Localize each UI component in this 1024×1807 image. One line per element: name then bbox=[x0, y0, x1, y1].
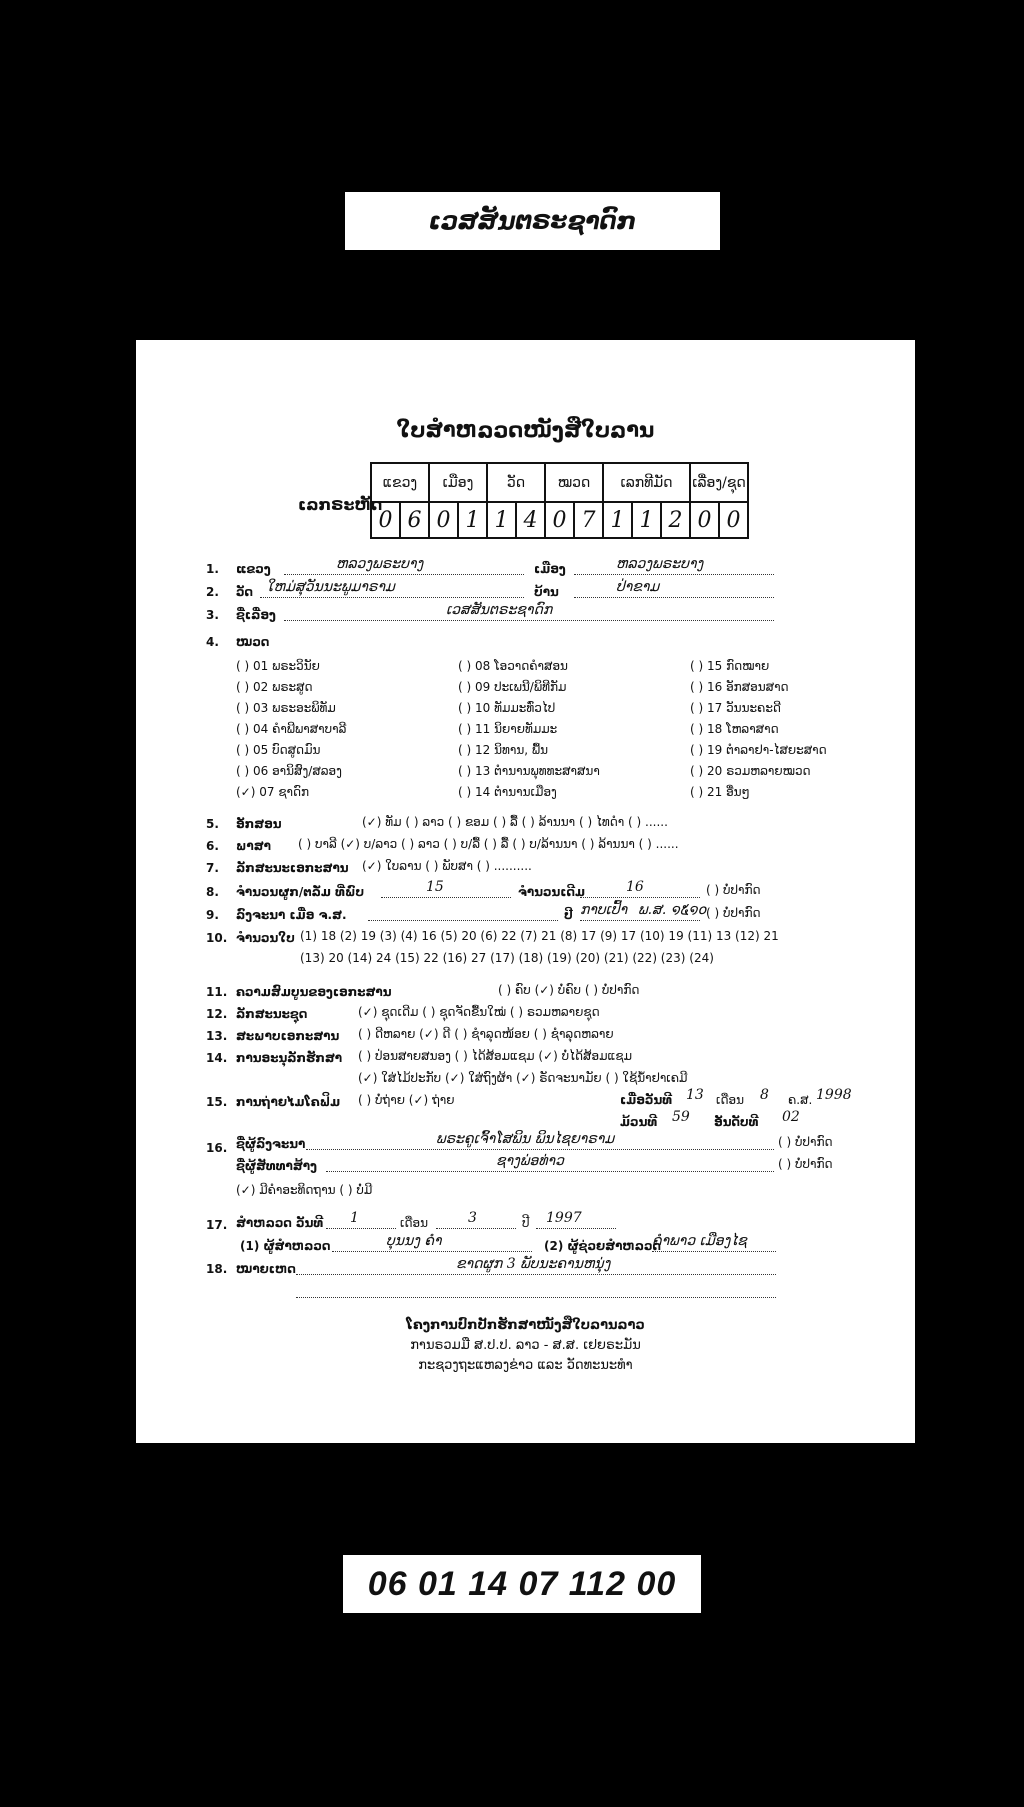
sponsor-label: ຊື່ຜູ້ສັທທາສ້າງ bbox=[236, 1159, 317, 1173]
inscription-not-shown-option[interactable]: ( ) ບໍ່ປາກົດ bbox=[706, 906, 761, 920]
row-number: 3. bbox=[206, 608, 219, 622]
survey-date-label: ສຳຫລວດ ວັນທີ bbox=[236, 1216, 324, 1230]
row-number: 17. bbox=[206, 1218, 228, 1232]
leaf-count-label: ຈຳນວນໃບ bbox=[236, 931, 295, 945]
category-option[interactable]: (✓) 07 ຊາດົກ bbox=[236, 785, 310, 799]
scribe-value: ພຣະຄູເຈົ້າໂສພິນ ພິນໄຊຍາຣາມ bbox=[436, 1131, 615, 1147]
category-column-3 bbox=[690, 656, 890, 803]
script-label: ອັກສອນ bbox=[236, 817, 282, 831]
scribe-not-shown-option[interactable]: ( ) ບໍ່ປາກົດ bbox=[778, 1135, 833, 1149]
category-option[interactable]: ( ) 06 ອານິສົງ/ສລອງ bbox=[236, 764, 342, 778]
category-option[interactable]: ( ) 08 ໂອວາດຄຳສອນ bbox=[458, 659, 568, 673]
row-number: 10. bbox=[206, 931, 228, 945]
condition-options[interactable]: ( ) ດີຫລາຍ (✓) ດີ ( ) ຊຳລຸດໜ້ອຍ ( ) ຊຳລຸດຫລາຍ bbox=[358, 1027, 614, 1041]
survey-year-label: ປີ bbox=[522, 1216, 530, 1230]
top-title-label: ເວສສັນຕຣະຊາດົກ bbox=[345, 192, 720, 250]
code-header: ວັດ bbox=[487, 463, 545, 502]
district-label: ເມືອງ bbox=[534, 562, 566, 576]
microfilm-month-label: ເດືອນ bbox=[716, 1093, 745, 1107]
microfilm-label: ການຖ່າຍໄມໂຄຟິມ bbox=[236, 1095, 341, 1109]
category-option[interactable]: ( ) 15 ກົດໝາຍ bbox=[690, 659, 770, 673]
code-digit: 1 bbox=[487, 502, 516, 538]
microfilm-month-value: 8 bbox=[760, 1087, 769, 1103]
row-number: 14. bbox=[206, 1051, 228, 1065]
assistant-value: ຄຳພາວ ເມືອງໄຊ bbox=[652, 1233, 747, 1249]
category-option[interactable]: ( ) 20 ຣວມຫລາຍໝວດ bbox=[690, 764, 811, 778]
buddhist-era-value: ພ.ສ. ໑໕໑໐ bbox=[638, 902, 707, 918]
footer-line-2: ການຣວມມື ສ.ປ.ປ. ລາວ - ສ.ສ. ເຢຍຣະມັນ bbox=[410, 1338, 641, 1353]
microfilm-year-value: 1998 bbox=[816, 1087, 852, 1103]
footer-line-3: ກະຊວງຖະແຫລງຂ່າວ ແລະ ວັດທະນະທຳ bbox=[418, 1358, 633, 1373]
code-table bbox=[370, 462, 749, 539]
temple-label: ວັດ bbox=[236, 585, 254, 599]
row-number: 5. bbox=[206, 817, 219, 831]
title-label: ຊື່ເລື່ອງ bbox=[236, 608, 276, 622]
reel-label: ມ້ວນທີ bbox=[620, 1115, 658, 1129]
title-value: ເວສສັນຕຣະຊາດົກ bbox=[446, 602, 553, 618]
set-type-label: ລັກສະນະຊຸດ bbox=[236, 1007, 308, 1021]
row-number: 4. bbox=[206, 635, 219, 649]
category-option[interactable]: ( ) 19 ຕຳລາຢາ-ໄສຍະສາດ bbox=[690, 743, 827, 757]
microfilm-date-value: 13 bbox=[686, 1087, 704, 1103]
code-digit: 1 bbox=[458, 502, 487, 538]
microfilm-date-label: ເມື່ອວັນທີ bbox=[620, 1093, 673, 1107]
code-digit: 7 bbox=[574, 502, 603, 538]
bundles-found-value: 15 bbox=[426, 879, 444, 895]
survey-day-line bbox=[326, 1216, 396, 1229]
frame-label: ອັນດັບທີ bbox=[714, 1115, 759, 1129]
category-column-2 bbox=[458, 656, 678, 803]
survey-month-label: ເດືອນ bbox=[400, 1216, 429, 1230]
category-option[interactable]: ( ) 02 ພຣະສູດ bbox=[236, 680, 313, 694]
row-number: 18. bbox=[206, 1262, 228, 1276]
inscription-label: ລົງຈະນາ ເມື່ອ ຈ.ສ. bbox=[236, 908, 347, 922]
category-option[interactable]: ( ) 21 ອື່ນໆ bbox=[690, 785, 750, 799]
row-number: 7. bbox=[206, 861, 219, 875]
category-column-1 bbox=[236, 656, 436, 803]
category-option[interactable]: ( ) 18 ໂຫລາສາດ bbox=[690, 722, 779, 736]
reel-value: 59 bbox=[672, 1109, 690, 1125]
leaf-count-line-2: (13) 20 (14) 24 (15) 22 (16) 27 (17) (18) (19) (20) (21) (22) (23) (24) bbox=[300, 951, 714, 965]
leaf-count-line-1: (1) 18 (2) 19 (3) (4) 16 (5) 20 (6) 22 (7) 21 (8) 17 (9) 17 (10) 19 (11) 13 (12) 21 bbox=[300, 929, 779, 943]
completeness-options[interactable]: ( ) ຄົບ (✓) ບໍ່ຄົບ ( ) ບໍ່ປາກົດ bbox=[498, 983, 640, 997]
code-digit: 2 bbox=[661, 502, 690, 538]
microfilm-year-label: ຄ.ສ. bbox=[788, 1093, 813, 1107]
code-header: ແຂວງ bbox=[371, 463, 429, 502]
year-label: ປີ bbox=[564, 908, 573, 922]
inscription-line bbox=[368, 908, 558, 921]
sponsor-value: ຊາງພ່ອທ່າວ bbox=[496, 1153, 564, 1169]
category-label: ໝວດ bbox=[236, 635, 270, 649]
code-digit: 4 bbox=[516, 502, 545, 538]
category-option[interactable]: ( ) 11 ນິຍາຍທັມມະ bbox=[458, 722, 558, 736]
temple-value: ໃຫມ່ສຸວັນນະພູມາຣາມ bbox=[266, 579, 395, 595]
survey-day-value: 1 bbox=[350, 1210, 359, 1226]
survey-month-value: 3 bbox=[468, 1210, 477, 1226]
language-options[interactable]: ( ) ບາລີ (✓) ບ/ລາວ ( ) ລາວ ( ) ບ/ລື້ ( ) ລື້ ( ) ບ/ລ້ານນາ ( ) ລ້ານນາ ( ) ...... bbox=[298, 837, 679, 851]
code-digit: 0 bbox=[545, 502, 574, 538]
bundles-found-line bbox=[381, 885, 511, 898]
bundles-found-label: ຈຳນວນຜູກ/ຕລັ່ມ ທີ່ພົບ bbox=[236, 885, 365, 899]
original-count-value: 16 bbox=[626, 879, 644, 895]
village-line bbox=[574, 585, 774, 598]
province-label: ແຂວງ bbox=[236, 562, 271, 576]
footer-line-1: ໂຄງການປົກປັກຮັກສາໜັງສືໃບລານລາວ bbox=[406, 1318, 645, 1333]
survey-year-value: 1997 bbox=[546, 1210, 582, 1226]
script-options[interactable]: (✓) ທັມ ( ) ລາວ ( ) ຂອມ ( ) ລື້ ( ) ລ້ານນາ ( ) ໄທດຳ ( ) ...... bbox=[362, 815, 668, 829]
sponsor-not-shown-option[interactable]: ( ) ບໍ່ປາກົດ bbox=[778, 1157, 833, 1171]
category-option[interactable]: ( ) 14 ຕຳນານເມືອງ bbox=[458, 785, 557, 799]
surveyor-value: ບຸນນງ ຄໍາ bbox=[386, 1233, 442, 1249]
row-number: 13. bbox=[206, 1029, 228, 1043]
code-digit: 1 bbox=[632, 502, 661, 538]
code-digit: 0 bbox=[690, 502, 719, 538]
code-header: ເລກທີມັດ bbox=[603, 463, 690, 502]
condition-label: ສະພາບເອກະສານ bbox=[236, 1029, 340, 1043]
village-value: ປ່າຂາມ bbox=[616, 579, 660, 595]
original-count-label: ຈຳນວນເດີມ bbox=[518, 885, 586, 899]
survey-form-sheet bbox=[136, 340, 915, 1443]
row-number: 1. bbox=[206, 562, 219, 576]
row-number: 2. bbox=[206, 585, 219, 599]
remarks-label: ໝາຍເຫດ bbox=[236, 1262, 296, 1276]
row-number: 9. bbox=[206, 908, 219, 922]
scribe-label: ຊື່ຜູ້ລົງຈະນາ bbox=[236, 1137, 306, 1151]
completeness-label: ຄວາມສົມບູນຂອງເອກະສານ bbox=[236, 985, 392, 999]
assistant-label: (2) ຜູ້ຊ່ວຍສຳຫລວດ bbox=[544, 1239, 662, 1253]
code-label: ເລກຣະຫັດ bbox=[298, 495, 383, 514]
category-option[interactable]: ( ) 17 ວັນນະຄະດີ bbox=[690, 701, 781, 715]
category-option[interactable]: ( ) 05 ບົດສູດມົນ bbox=[236, 743, 321, 757]
frame-value: 02 bbox=[782, 1109, 800, 1125]
row-number: 15. bbox=[206, 1095, 228, 1109]
category-option[interactable]: ( ) 03 ພຣະອະພິທັມ bbox=[236, 701, 336, 715]
dedication-options[interactable]: (✓) ມີຄຳອະທິດຖານ ( ) ບໍ່ມີ bbox=[236, 1183, 373, 1197]
code-digit: 1 bbox=[603, 502, 632, 538]
category-option[interactable]: ( ) 16 ອັກສອນສາດ bbox=[690, 680, 789, 694]
category-option[interactable]: ( ) 10 ທັມມະທົ່ວໄປ bbox=[458, 701, 556, 715]
code-digit: 0 bbox=[429, 502, 458, 538]
province-value: ຫລວງພຣະບາງ bbox=[336, 556, 424, 572]
row-number: 8. bbox=[206, 885, 219, 899]
preservation-options-1[interactable]: ( ) ປ່ອນສາຍສນອງ ( ) ໄດ້ສ້ອມແຊມ (✓) ບໍ່ໄດ້ສ້ອມແຊມ bbox=[358, 1049, 633, 1063]
form-title: ໃບສຳຫລວດໜັງສືໃບລານ bbox=[396, 418, 655, 442]
language-label: ພາສາ bbox=[236, 839, 271, 853]
microfilm-options[interactable]: ( ) ບໍ່ຖ່າຍ (✓) ຖ່າຍ bbox=[358, 1093, 455, 1107]
row-number: 16. bbox=[206, 1141, 228, 1155]
code-digit: 0 bbox=[719, 502, 748, 538]
year-name-value: ກາບເປົ້າ bbox=[580, 902, 628, 918]
document-type-options[interactable]: (✓) ໃບລານ ( ) ພັບສາ ( ) .......... bbox=[362, 859, 532, 873]
category-option[interactable]: ( ) 12 ນິທານ, ພື້ນ bbox=[458, 743, 548, 757]
category-option[interactable]: ( ) 04 ຄຳພີພາສາບາລີ bbox=[236, 722, 347, 736]
category-option[interactable]: ( ) 13 ຕຳນານພຸທທະສາສນາ bbox=[458, 764, 600, 778]
row-number: 6. bbox=[206, 839, 219, 853]
code-header: ໝວດ bbox=[545, 463, 603, 502]
row-number: 12. bbox=[206, 1007, 228, 1021]
document-type-label: ລັກສະນະເອກະສານ bbox=[236, 861, 349, 875]
category-option[interactable]: ( ) 01 ພຣະວິນັຍ bbox=[236, 659, 320, 673]
set-type-options[interactable]: (✓) ຊຸດເດີມ ( ) ຊຸດຈັດຂື້ນໃໝ່ ( ) ຣວມຫລາຍຊຸດ bbox=[358, 1005, 600, 1019]
code-digit: 0 bbox=[371, 502, 400, 538]
category-option[interactable]: ( ) 09 ປະເພນີ/ພິທີກັມ bbox=[458, 680, 567, 694]
surveyor-label: (1) ຜູ້ສຳຫລວດ bbox=[240, 1239, 331, 1253]
bottom-id-label: 06 01 14 07 112 00 bbox=[343, 1555, 701, 1613]
code-header: ເມືອງ bbox=[429, 463, 487, 502]
remarks-value: ຂາດຜູກ 3 ພັບນະຄານຫນຸ່ງ bbox=[456, 1256, 611, 1272]
preservation-options-2[interactable]: (✓) ໃສ່ໄມ້ປະກັບ (✓) ໃສ່ຖົງຜ້າ (✓) ຣັດຈະນາມັຍ ( ) ໃຊ້ນ້ຳຢາເຄມີ bbox=[358, 1071, 688, 1085]
district-value: ຫລວງພຣະບາງ bbox=[616, 556, 704, 572]
row-number: 11. bbox=[206, 985, 228, 999]
code-digit: 6 bbox=[400, 502, 429, 538]
village-label: ບ້ານ bbox=[534, 585, 559, 599]
remarks-line-2 bbox=[296, 1285, 776, 1298]
bundles-not-shown-option[interactable]: ( ) ບໍ່ປາກົດ bbox=[706, 883, 761, 897]
preservation-label: ການອະນຸລັກຮັກສາ bbox=[236, 1051, 343, 1065]
code-header: ເລື່ອງ/ຊຸດ bbox=[690, 463, 748, 502]
